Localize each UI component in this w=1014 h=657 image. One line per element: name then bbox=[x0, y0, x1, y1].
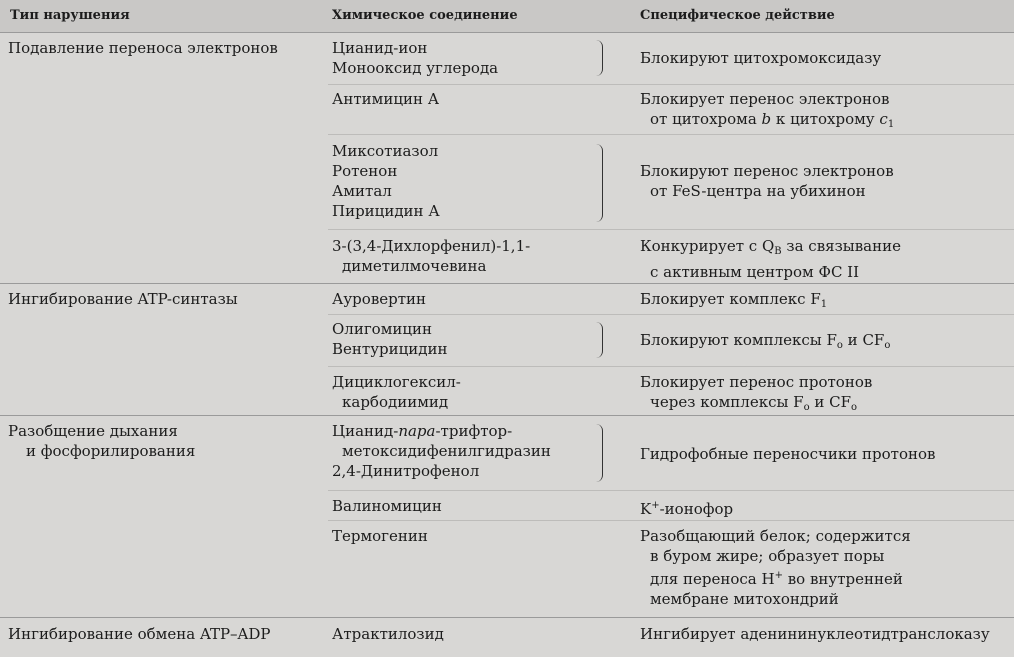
action-text: Блокируют перенос электронов от FeS-центра на убихинон bbox=[640, 162, 894, 200]
divider bbox=[328, 490, 1014, 491]
list-item: Ауровертин bbox=[332, 290, 427, 308]
action-text: Конкурирует с $Q_B$ за связывание с активным центром ФС II bbox=[640, 237, 901, 281]
action-text: Блокируют цитохромоксидазу bbox=[640, 49, 882, 67]
list-item: Антимицин А bbox=[332, 90, 440, 108]
divider bbox=[0, 32, 1014, 33]
group-atp-adp-exchange: Ингибирование обмена ATP–ADP bbox=[8, 625, 271, 643]
divider bbox=[328, 84, 1014, 85]
divider bbox=[328, 229, 1014, 230]
action-text: Разобщающий белок; содержится в буром жире; образует поры для переноса H+ во внутренней мембране митохондрий bbox=[640, 527, 911, 608]
divider bbox=[0, 283, 1014, 284]
header-violation-type: Тип нарушения bbox=[10, 8, 130, 23]
table-header bbox=[0, 0, 1014, 32]
brace bbox=[596, 40, 603, 76]
action-text: Гидрофобные переносчики протонов bbox=[640, 445, 936, 463]
list-item: Атрактилозид bbox=[332, 625, 444, 643]
action-text: Блокирует перенос протонов через комплексы $F_o$ и $CF_o$ bbox=[640, 373, 873, 413]
list-item: Олигомицин Вентурицидин bbox=[332, 320, 448, 358]
group-atp-synthase: Ингибирование ATP-синтазы bbox=[8, 290, 238, 308]
list-item: Цианид-ион Монооксид углерода bbox=[332, 39, 499, 77]
divider bbox=[0, 617, 1014, 618]
header-compound: Химическое соединение bbox=[332, 8, 518, 23]
action-text: Блокирует комплекс $F_1$ bbox=[640, 290, 828, 310]
action-text: K+-ионофор bbox=[640, 500, 734, 518]
action-text: Блокирует перенос электронов от цитохрома b к цитохрому $c_1$ bbox=[640, 90, 895, 130]
divider bbox=[328, 520, 1014, 521]
action-text: Блокируют комплексы $F_o$ и $CF_o$ bbox=[640, 331, 891, 351]
list-item: Валиномицин bbox=[332, 497, 442, 515]
list-item: Цианид-пара-трифтор- метоксидифенилгидразин 2,4-Динитрофенол bbox=[332, 422, 551, 480]
action-text: Ингибирует аденининуклеотидтранслоказу bbox=[640, 625, 990, 643]
group-electron-transport: Подавление переноса электронов bbox=[8, 39, 278, 57]
group-uncoupling: Разобщение дыхания и фосфорилирования bbox=[8, 422, 196, 460]
brace bbox=[596, 322, 603, 358]
brace bbox=[596, 424, 603, 482]
brace bbox=[596, 144, 603, 222]
list-item: Дициклогексил- карбодиимид bbox=[332, 373, 461, 411]
list-item: Термогенин bbox=[332, 527, 428, 545]
header-action: Специфическое действие bbox=[640, 8, 835, 23]
divider bbox=[328, 366, 1014, 367]
list-item: Миксотиазол Ротенон Амитал Пирицидин А bbox=[332, 142, 440, 220]
list-item: 3-(3,4-Дихлорфенил)-1,1- диметилмочевина bbox=[332, 237, 531, 275]
